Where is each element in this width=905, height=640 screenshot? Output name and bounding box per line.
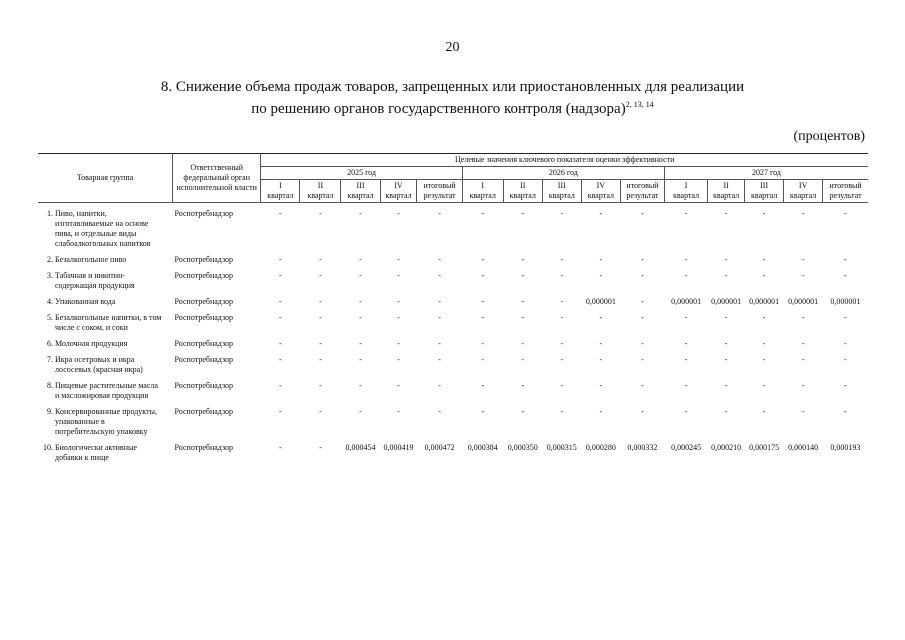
value-cell: - (641, 313, 644, 322)
value-cell: - (359, 297, 362, 306)
value-cell: - (319, 381, 322, 390)
value-cell: - (560, 355, 564, 364)
product-group-name: Консервированные продукты, упакованные в потребительскую упаковку (55, 407, 157, 436)
value-cell: - (844, 255, 847, 264)
product-group-cell (38, 255, 173, 265)
value-cell: - (359, 407, 362, 416)
value-cell: - (844, 355, 847, 364)
value-cell: 0,000175 (749, 443, 780, 452)
value-cell: - (560, 271, 564, 280)
responsible-org-cell: Роспотребнадзор (174, 255, 234, 264)
table-row (38, 443, 868, 463)
value-cell: - (481, 339, 485, 348)
product-group-name: Икра осетровых и икра лососевых (красная икра) (55, 355, 143, 374)
value-cell: - (359, 271, 362, 280)
header-quarter-2025-2: II квартал (300, 180, 341, 203)
value-cell: - (599, 339, 603, 348)
value-cell: - (560, 209, 564, 218)
table-body (38, 203, 868, 470)
header-quarter-2026-2: II квартал (503, 180, 542, 203)
table-row (38, 339, 868, 349)
value-cell: - (279, 297, 282, 306)
value-cell: - (684, 355, 688, 364)
product-group-cell (38, 443, 173, 463)
value-cell: - (359, 255, 362, 264)
value-cell: 0,000001 (585, 297, 616, 306)
table-row (38, 355, 868, 375)
responsible-org-cell: Роспотребнадзор (174, 313, 234, 322)
responsible-org-cell: Роспотребнадзор (174, 339, 234, 348)
row-number: 1. (47, 209, 53, 218)
responsible-org-cell: Роспотребнадзор (174, 209, 234, 218)
value-cell: 0,000472 (424, 443, 455, 452)
header-quarter-2025-4: IV квартал (380, 180, 417, 203)
value-cell: - (279, 381, 282, 390)
value-cell: - (521, 339, 525, 348)
value-cell: - (397, 313, 400, 322)
value-cell: - (560, 255, 564, 264)
product-group-name: Биологически активные добавки к пище (55, 443, 137, 462)
header-year-2026: 2026 год (462, 167, 664, 180)
value-cell: - (397, 297, 400, 306)
product-group-cell (38, 297, 173, 307)
product-group-name: Упакованная вода (55, 297, 116, 306)
value-cell: - (560, 339, 564, 348)
value-cell: - (438, 297, 441, 306)
page-title (0, 78, 905, 118)
product-group-name: Безалкогольные напитки, в том числе с соком, и соки (55, 313, 162, 332)
value-cell: - (359, 313, 362, 322)
header-quarter-2026-3: III квартал (542, 180, 581, 203)
value-cell: - (801, 339, 805, 348)
product-group-cell (38, 313, 173, 333)
value-cell: - (599, 255, 603, 264)
product-group-name: Пищевые растительные масла и масложировая продукция (55, 381, 158, 400)
value-cell: - (762, 313, 766, 322)
product-group-cell (38, 271, 173, 291)
header-quarter-2027-3: III квартал (745, 180, 784, 203)
value-cell: 0,000280 (585, 443, 616, 452)
value-cell: - (397, 355, 400, 364)
value-cell: - (599, 407, 603, 416)
value-cell: - (397, 209, 400, 218)
title-footnotes: 2, 13, 14 (625, 100, 654, 109)
value-cell: 0,000001 (749, 297, 780, 306)
table-row (38, 209, 868, 249)
value-cell: - (481, 381, 485, 390)
value-cell: - (844, 339, 847, 348)
table-row (38, 271, 868, 291)
value-cell: - (481, 271, 485, 280)
value-cell: - (599, 271, 603, 280)
value-cell: - (684, 255, 688, 264)
value-cell: - (762, 209, 766, 218)
value-cell: - (844, 209, 847, 218)
title-line-2-text: по решению органов государственного контроля (надзора) (251, 101, 626, 117)
value-cell: - (359, 355, 362, 364)
value-cell: - (762, 355, 766, 364)
value-cell: 0,000384 (467, 443, 498, 452)
product-group-name: Табачная и никотин-содержащая продукция (55, 271, 135, 290)
value-cell: - (319, 443, 322, 452)
value-cell: - (641, 355, 644, 364)
value-cell: - (438, 381, 441, 390)
value-cell: - (560, 381, 564, 390)
value-cell: - (521, 255, 525, 264)
units-label: (процентов) (793, 129, 865, 144)
value-cell: - (762, 407, 766, 416)
value-cell: - (724, 339, 728, 348)
value-cell: - (684, 381, 688, 390)
header-quarter-2026-5: итоговый результат (620, 180, 664, 203)
value-cell: 0,000419 (383, 443, 414, 452)
value-cell: - (279, 443, 282, 452)
product-group-cell (38, 407, 173, 437)
title-line-2 (0, 96, 905, 118)
header-year-2027: 2027 год (665, 167, 869, 180)
value-cell: - (521, 297, 525, 306)
value-cell: - (438, 339, 441, 348)
table-row (38, 381, 868, 401)
row-number: 3. (47, 271, 53, 280)
value-cell: 0,000245 (671, 443, 702, 452)
value-cell: - (844, 271, 847, 280)
value-cell: - (279, 313, 282, 322)
value-cell: - (438, 255, 441, 264)
value-cell: - (560, 407, 564, 416)
header-target-values: Целевые значения ключевого показателя оценки эффективности (261, 154, 868, 167)
table-row (38, 297, 868, 307)
value-cell: - (279, 255, 282, 264)
value-cell: - (641, 271, 644, 280)
value-cell: - (684, 407, 688, 416)
row-number: 7. (47, 355, 53, 364)
value-cell: - (560, 297, 564, 306)
header-quarter-2027-2: II квартал (708, 180, 745, 203)
value-cell: - (279, 209, 282, 218)
value-cell: - (599, 209, 603, 218)
value-cell: - (762, 255, 766, 264)
value-cell: - (319, 355, 322, 364)
header-quarter-2025-5: итоговый результат (417, 180, 462, 203)
value-cell: - (560, 313, 564, 322)
value-cell: - (801, 271, 805, 280)
header-quarter-2025-3: III квартал (341, 180, 380, 203)
value-cell: - (599, 381, 603, 390)
header-year-2025: 2025 год (261, 167, 462, 180)
value-cell: - (438, 355, 441, 364)
product-group-cell (38, 355, 173, 375)
row-number: 8. (47, 381, 53, 390)
value-cell: - (521, 209, 525, 218)
product-group-name: Молочная продукция (55, 339, 128, 348)
responsible-org-cell: Роспотребнадзор (174, 381, 234, 390)
value-cell: - (724, 271, 728, 280)
row-number: 5. (47, 313, 53, 322)
value-cell: - (438, 407, 441, 416)
value-cell: - (521, 271, 525, 280)
value-cell: - (481, 355, 485, 364)
value-cell: - (599, 313, 603, 322)
kpi-table (38, 153, 868, 469)
value-cell: 0,000140 (788, 443, 819, 452)
value-cell: - (319, 339, 322, 348)
value-cell: - (762, 381, 766, 390)
value-cell: - (521, 381, 525, 390)
value-cell: - (684, 209, 688, 218)
value-cell: - (279, 355, 282, 364)
product-group-cell (38, 339, 173, 349)
value-cell: - (641, 297, 644, 306)
value-cell: - (641, 381, 644, 390)
value-cell: - (641, 255, 644, 264)
value-cell: - (481, 209, 485, 218)
header-product-group: Товарная группа (38, 154, 173, 203)
value-cell: - (397, 407, 400, 416)
responsible-org-cell: Роспотребнадзор (174, 355, 234, 364)
value-cell: - (319, 271, 322, 280)
value-cell: - (641, 209, 644, 218)
row-number: 2. (47, 255, 53, 264)
header-quarter-2027-1: I квартал (665, 180, 708, 203)
value-cell: 0,000350 (507, 443, 538, 452)
value-cell: - (438, 271, 441, 280)
value-cell: - (481, 297, 485, 306)
value-cell: - (641, 407, 644, 416)
product-group-cell (38, 209, 173, 249)
value-cell: - (319, 255, 322, 264)
value-cell: - (684, 339, 688, 348)
row-number: 4. (47, 297, 53, 306)
value-cell: - (279, 271, 282, 280)
header-quarter-2025-1: I квартал (261, 180, 300, 203)
value-cell: 0,000001 (711, 297, 742, 306)
table-row (38, 407, 868, 437)
row-number: 9. (47, 407, 53, 416)
responsible-org-cell: Роспотребнадзор (174, 271, 234, 280)
value-cell: - (762, 339, 766, 348)
value-cell: - (359, 339, 362, 348)
value-cell: - (521, 313, 525, 322)
value-cell: - (801, 313, 805, 322)
header-quarter-2026-4: IV квартал (581, 180, 620, 203)
value-cell: - (724, 209, 728, 218)
value-cell: - (724, 255, 728, 264)
value-cell: - (844, 407, 847, 416)
value-cell: - (521, 407, 525, 416)
value-cell: - (397, 271, 400, 280)
value-cell: - (481, 313, 485, 322)
value-cell: - (279, 407, 282, 416)
header-responsible-org: Ответственный федеральный орган исполнительной власти (173, 154, 261, 203)
header-quarter-2027-5: итоговый результат (823, 180, 868, 203)
value-cell: - (724, 407, 728, 416)
value-cell: 0,000001 (671, 297, 702, 306)
value-cell: - (844, 381, 847, 390)
value-cell: - (844, 313, 847, 322)
product-group-name: Пиво, напитки, изготавливаемые на основе пива, и отдельные виды слабоалкогольных напитков (55, 209, 151, 248)
product-group-name: Безалкогольное пиво (55, 255, 127, 264)
table-row (38, 313, 868, 333)
value-cell: - (599, 355, 603, 364)
header-quarter-2027-4: IV квартал (784, 180, 823, 203)
responsible-org-cell: Роспотребнадзор (174, 297, 234, 306)
value-cell: - (438, 313, 441, 322)
value-cell: - (724, 381, 728, 390)
value-cell: - (397, 339, 400, 348)
value-cell: - (521, 355, 525, 364)
value-cell: - (481, 407, 485, 416)
value-cell: - (801, 209, 805, 218)
value-cell: - (359, 209, 362, 218)
value-cell: - (801, 255, 805, 264)
responsible-org-cell: Роспотребнадзор (174, 443, 234, 452)
value-cell: - (481, 255, 485, 264)
header-quarter-2026-1: I квартал (462, 180, 503, 203)
value-cell: 0,000193 (830, 443, 861, 452)
value-cell: - (397, 381, 400, 390)
value-cell: - (397, 255, 400, 264)
value-cell: - (319, 407, 322, 416)
value-cell: - (359, 381, 362, 390)
value-cell: 0,000332 (627, 443, 658, 452)
value-cell: - (801, 355, 805, 364)
value-cell: - (319, 297, 322, 306)
product-group-cell (38, 381, 173, 401)
value-cell: - (641, 339, 644, 348)
value-cell: 0,000315 (546, 443, 577, 452)
value-cell: - (319, 209, 322, 218)
value-cell: - (801, 381, 805, 390)
value-cell: - (279, 339, 282, 348)
value-cell: - (801, 407, 805, 416)
row-number: 10. (43, 443, 53, 452)
page-number: 20 (445, 40, 460, 55)
value-cell: 0,000210 (711, 443, 742, 452)
value-cell: - (724, 313, 728, 322)
responsible-org-cell: Роспотребнадзор (174, 407, 234, 416)
value-cell: - (684, 313, 688, 322)
row-number: 6. (47, 339, 53, 348)
value-cell: - (684, 271, 688, 280)
value-cell: 0,000454 (345, 443, 376, 452)
value-cell: 0,000001 (788, 297, 819, 306)
value-cell: - (724, 355, 728, 364)
value-cell: - (762, 271, 766, 280)
value-cell: - (319, 313, 322, 322)
value-cell: - (438, 209, 441, 218)
table-row (38, 255, 868, 265)
title-line-1: 8. Снижение объема продаж товаров, запрещенных или приостановленных для реализации (160, 79, 745, 95)
value-cell: 0,000001 (830, 297, 861, 306)
